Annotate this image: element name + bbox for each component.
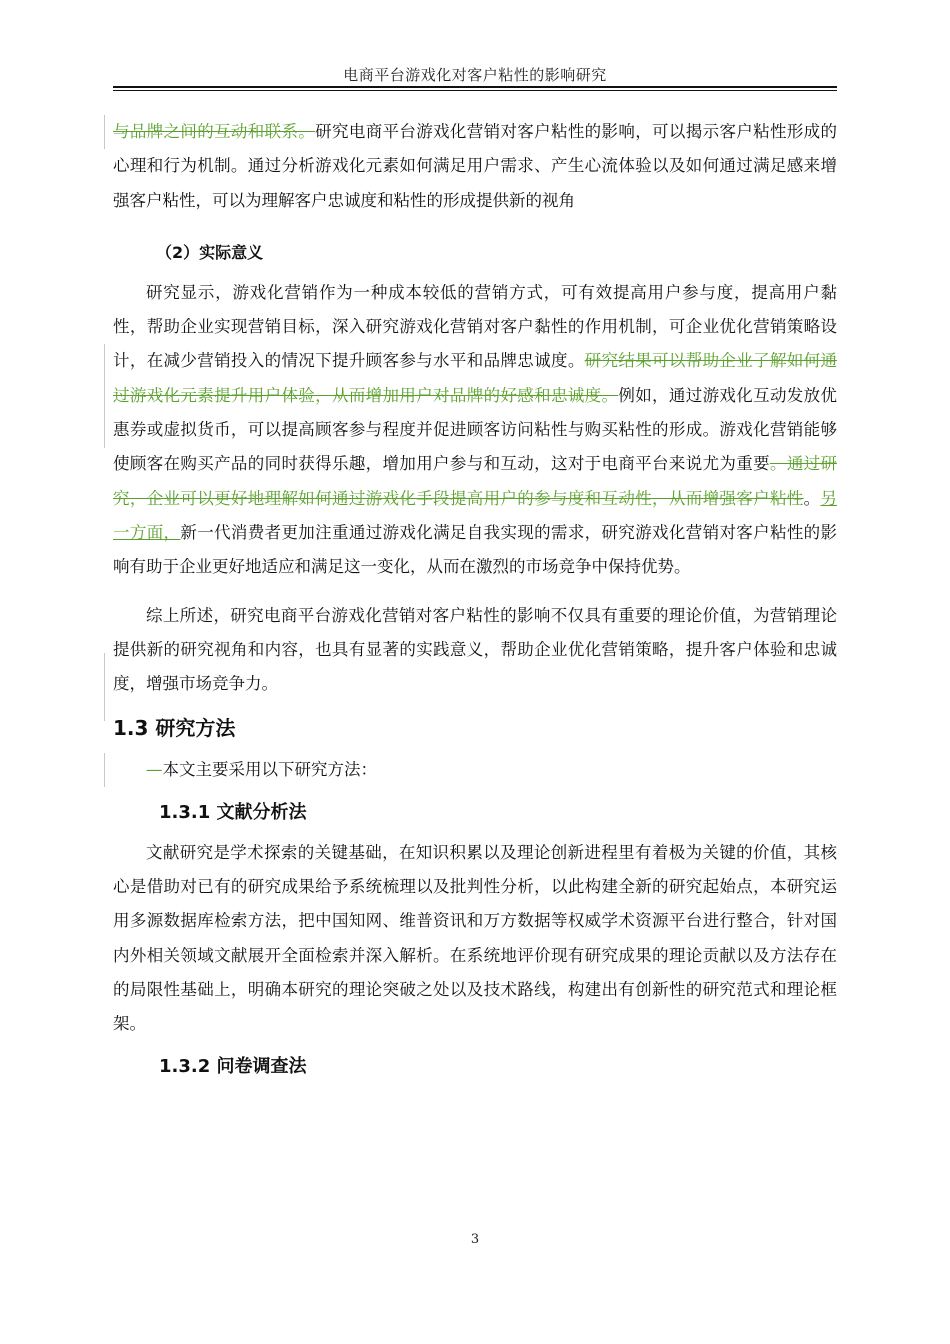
paragraph-text: 新一代消费者更加注重通过游戏化满足自我实现的需求，研究游戏化营销对客户粘性的影响有助于企业更好地适应和满足这一变化，从而在激烈的市场竞争中保持优势。 [113,522,838,577]
subsection-heading-questionnaire: 1.3.2 问卷调查法 [159,1055,307,1077]
deleted-text: 与品牌之间的互动和联系。 [113,122,316,141]
paragraph-practical [113,276,837,585]
change-bar [104,753,105,787]
paragraph-text: 。 [803,488,821,508]
change-bar [104,653,105,721]
paragraph-methods-intro [113,753,837,787]
paragraph-summary: 综上所述，研究电商平台游戏化营销对客户粘性的影响不仅具有重要的理论价值，为营销理论提供新的研究视角和内容，也具有显著的实践意义，帮助企业优化营销策略，提升客户体验和忠诚度，增强市场竞争力。 [113,605,837,694]
change-bar [104,115,105,149]
change-bar [104,344,105,448]
deleted-text: 。通过研究，企业可以更好地理解如何通过游戏化手段提高用户的参与度和互动性，从而增强客户粘性 [113,454,838,508]
paragraph-text: 研究显示，游戏化营销作为一种成本较低的营销方式，可有效提高用户参与度，提高用户黏性，帮助企业实现营销目标，深入研究游戏化营销对客户黏性的作用机制，可企业优化营销策略设计，在减少营销投入的情况下提升顾客参与水平和品牌忠诚度。 [113,282,837,371]
inserted-text: 另一方面， [113,488,838,542]
deleted-text: 研究结果可以帮助企业了解如何通过游戏化元素提升用户体验，从而增加用户对品牌的好感和忠诚度。 [113,351,838,405]
section-heading-methods: 1.3 研究方法 [113,716,236,741]
paragraph-theory-continued [113,115,837,218]
header-rule-thin [113,90,837,91]
header-rule [113,86,837,88]
document-body [113,115,837,1090]
subsection-heading-practical: （2）实际意义 [156,242,264,262]
inserted-mark: — [146,760,163,780]
subsection-heading-literature: 1.3.1 文献分析法 [159,801,307,823]
paragraph-literature: 文献研究是学术探索的关键基础，在知识积累以及理论创新进程里有着极为关键的价值，其核心是借助对已有的研究成果给予系统梳理以及批判性分析，以此构建全新的研究起始点，本研究运用多源数据库检索方法，把中国知网、维普资讯和万方数据等权威学术资源平台进行整合，针对国内外相关领域文献展开全面检索并深入解析。在系统地评价现有研究成果的理论贡献以及方法存在的局限性基础上，明确本研究的理论突破之处以及技术路线，构建出有创新性的研究范式和理论框架。 [113,842,837,1034]
paragraph-text: 例如，通过游戏化互动发放优惠券或虚拟货币，可以提高顾客参与程度并促进顾客访问粘性与购买粘性的形成。游戏化营销能够使顾客在购买产品的同时获得乐趣，增加用户参与和互动，这对于电商平台来说尤为重要 [113,385,838,474]
running-header: 电商平台游戏化对客户粘性的影响研究 [343,66,607,84]
paragraph-text: 本文主要采用以下研究方法： [162,760,377,780]
page-number: 3 [470,1232,480,1247]
paragraph-text: 研究电商平台游戏化营销对客户粘性的影响，可以揭示客户粘性形成的心理和行为机制。通过分析游戏化元素如何满足用户需求、产生心流体验以及如何通过满足感来增强客户粘性，可以为理解客户忠诚度和粘性的形成提供新的视角 [113,122,838,210]
